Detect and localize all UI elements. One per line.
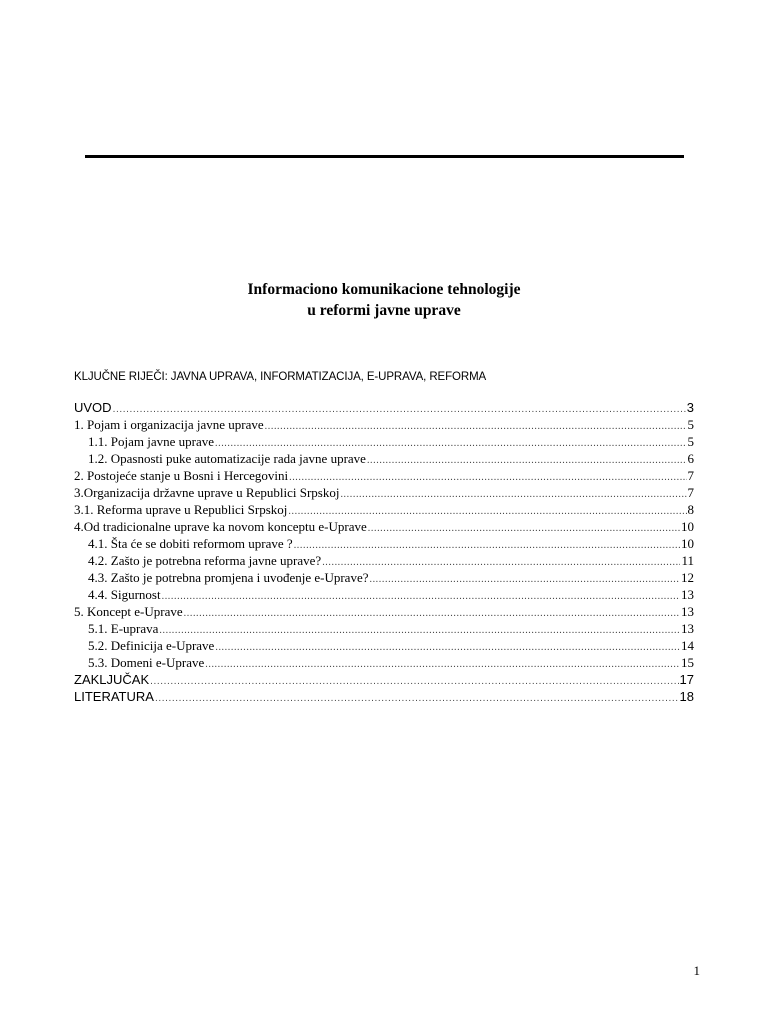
toc-entry-label: 5. Koncept e-Uprave <box>74 604 183 619</box>
toc-leader-dots <box>205 656 680 673</box>
toc-entry-page: 13 <box>681 621 694 636</box>
toc-entry-label: 4.1. Šta će se dobiti reformom uprave ? <box>88 536 293 551</box>
toc-entry-page: 13 <box>681 587 694 602</box>
toc-entry-label: 2. Postojeće stanje u Bosni i Hercegovini <box>74 468 289 483</box>
toc-entry[interactable] <box>74 569 694 586</box>
toc-entry-label: 3.Organizacija državne uprave u Republici Srpskoj <box>74 485 340 500</box>
toc-entry-page: 18 <box>679 689 694 704</box>
toc-entry[interactable] <box>74 518 694 535</box>
toc-leader-dots <box>184 605 680 622</box>
document-title <box>0 279 768 321</box>
toc-leader-dots <box>150 673 678 690</box>
toc-entry-page: 10 <box>681 536 694 551</box>
toc-entry[interactable] <box>74 416 694 433</box>
toc-entry[interactable] <box>74 552 694 569</box>
toc-entry-label: 5.2. Definicija e-Uprave <box>88 638 215 653</box>
keywords-line: KLJUČNE RIJEČI: JAVNA UPRAVA, INFORMATIZACIJA, E-UPRAVA, REFORMA <box>74 371 487 383</box>
toc-entry-page: 13 <box>681 604 694 619</box>
page-number: 1 <box>693 963 700 978</box>
toc-entry-label: 4.Od tradicionalne uprave ka novom konceptu e-Uprave <box>74 519 367 534</box>
toc-entry-label: 1.1. Pojam javne uprave <box>88 434 214 449</box>
toc-entry[interactable] <box>74 535 694 552</box>
toc-entry[interactable] <box>74 433 694 450</box>
title-line-1: Informaciono komunikacione tehnologije <box>247 281 521 298</box>
toc-entry[interactable] <box>74 484 694 501</box>
table-of-contents <box>74 399 694 705</box>
toc-entry-page: 7 <box>687 468 694 483</box>
toc-entry[interactable] <box>74 399 694 416</box>
toc-entry-page: 14 <box>681 638 694 653</box>
toc-leader-dots <box>215 639 680 656</box>
toc-entry[interactable] <box>74 586 694 603</box>
toc-entry-page: 5 <box>687 434 694 449</box>
toc-leader-dots <box>368 520 680 537</box>
toc-leader-dots <box>159 622 680 639</box>
toc-entry[interactable] <box>74 450 694 467</box>
toc-leader-dots <box>322 554 680 571</box>
toc-leader-dots <box>340 486 686 503</box>
toc-entry-page: 8 <box>687 502 694 517</box>
toc-entry-label: ZAKLJUČAK <box>74 672 150 687</box>
toc-leader-dots <box>367 452 687 469</box>
header-rule <box>85 155 684 158</box>
toc-entry-label: 4.2. Zašto je potrebna reforma javne uprave? <box>88 553 322 568</box>
toc-entry-page: 6 <box>687 451 694 466</box>
toc-entry[interactable] <box>74 654 694 671</box>
toc-entry[interactable] <box>74 467 694 484</box>
toc-entry-page: 7 <box>687 485 694 500</box>
toc-leader-dots <box>294 537 680 554</box>
toc-entry-label: 4.4. Sigurnost <box>88 587 161 602</box>
toc-entry[interactable] <box>74 637 694 654</box>
toc-entry-page: 15 <box>681 655 694 670</box>
toc-entry-page: 10 <box>681 519 694 534</box>
toc-entry-page: 5 <box>687 417 694 432</box>
toc-entry-label: 1.2. Opasnosti puke automatizacije rada javne uprave <box>88 451 366 466</box>
toc-entry-label: 4.3. Zašto je potrebna promjena i uvođenje e-Uprave? <box>88 570 369 585</box>
toc-entry[interactable] <box>74 671 694 688</box>
toc-leader-dots <box>162 588 680 605</box>
toc-entry-label: 5.3. Domeni e-Uprave <box>88 655 205 670</box>
toc-entry-page: 3 <box>686 400 694 415</box>
toc-leader-dots <box>369 571 680 588</box>
toc-entry-label: UVOD <box>74 400 112 415</box>
toc-entry[interactable] <box>74 501 694 518</box>
toc-entry[interactable] <box>74 603 694 620</box>
toc-entry-label: LITERATURA <box>74 689 154 704</box>
toc-entry-page: 17 <box>679 672 694 687</box>
toc-entry[interactable] <box>74 620 694 637</box>
toc-entry-label: 1. Pojam i organizacija javne uprave <box>74 417 264 432</box>
title-line-2: u reformi javne uprave <box>307 302 461 319</box>
toc-entry-label: 3.1. Reforma uprave u Republici Srpskoj <box>74 502 288 517</box>
toc-leader-dots <box>289 469 686 486</box>
toc-entry-page: 12 <box>681 570 694 585</box>
toc-leader-dots <box>155 690 679 707</box>
toc-entry-page: 11 <box>681 553 694 568</box>
toc-entry[interactable] <box>74 688 694 705</box>
toc-entry-label: 5.1. E-uprava <box>88 621 159 636</box>
toc-leader-dots <box>265 418 687 435</box>
